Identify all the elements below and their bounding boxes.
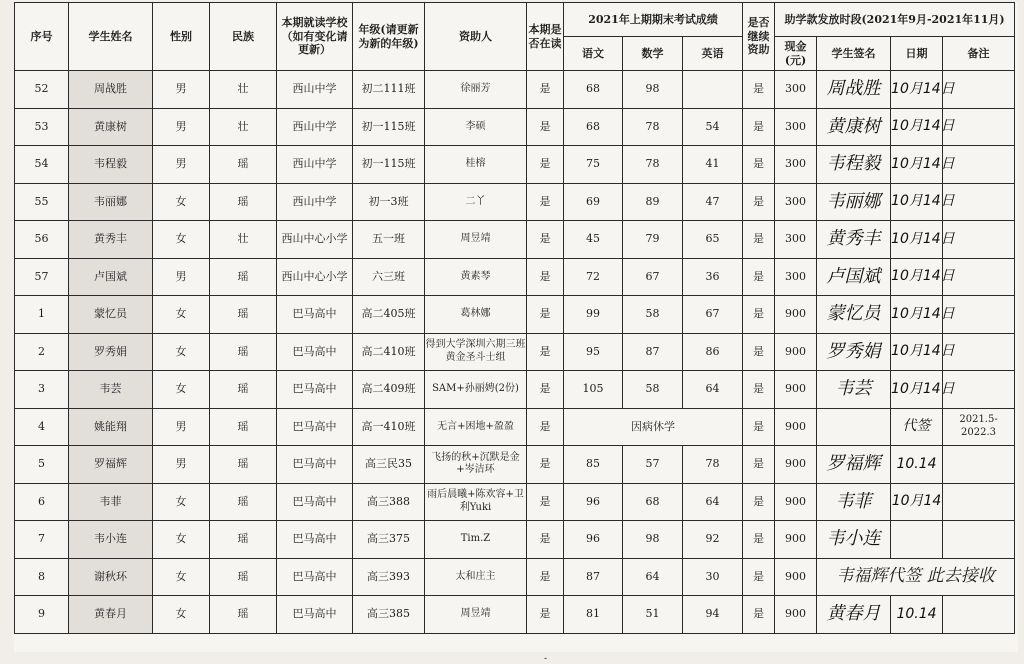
row-signature: 黄春月 <box>817 596 891 634</box>
row-exam-note: 因病休学 <box>564 408 743 446</box>
row-math: 78 <box>623 108 683 146</box>
row-gender: 男 <box>153 446 210 484</box>
row-english <box>683 71 743 109</box>
row-student-name: 韦程毅 <box>69 146 153 184</box>
row-chinese: 81 <box>564 596 623 634</box>
row-in-school: 是 <box>527 71 564 109</box>
row-student-name: 罗福辉 <box>69 446 153 484</box>
row-seq: 9 <box>15 596 69 634</box>
row-seq: 5 <box>15 446 69 484</box>
row-gender: 女 <box>153 333 210 371</box>
row-chinese: 69 <box>564 183 623 221</box>
row-seq: 53 <box>15 108 69 146</box>
table-row <box>15 221 1015 259</box>
header-payment-group: 助学款发放时段(2021年9月-2021年11月) <box>775 3 1015 37</box>
row-continue-aid: 是 <box>743 446 775 484</box>
header-seq: 序号 <box>15 3 69 71</box>
row-student-name: 周战胜 <box>69 71 153 109</box>
row-cash: 300 <box>775 108 817 146</box>
row-student-name: 黄春月 <box>69 596 153 634</box>
row-sponsor: SAM+孙丽娉(2份) <box>425 371 527 409</box>
row-in-school: 是 <box>527 558 564 596</box>
header-in-school: 本期是否在读 <box>527 3 564 71</box>
row-student-name: 韦小连 <box>69 521 153 559</box>
header-continue-aid: 是否继续资助 <box>743 3 775 71</box>
row-continue-aid: 是 <box>743 258 775 296</box>
row-student-name: 韦丽娜 <box>69 183 153 221</box>
row-date: 10月14日 <box>891 71 943 109</box>
row-continue-aid: 是 <box>743 371 775 409</box>
row-cash: 900 <box>775 446 817 484</box>
row-date: 10.14 <box>891 596 943 634</box>
row-school: 西山中学 <box>277 146 353 184</box>
row-math: 58 <box>623 371 683 409</box>
row-ethnicity: 瑶 <box>210 258 277 296</box>
row-student-name: 谢秋环 <box>69 558 153 596</box>
row-continue-aid: 是 <box>743 596 775 634</box>
row-chinese: 96 <box>564 483 623 521</box>
row-gender: 男 <box>153 258 210 296</box>
aid-table <box>14 2 1015 634</box>
row-signature: 罗秀娟 <box>817 333 891 371</box>
table-row <box>15 596 1015 634</box>
row-date: 10月14日 <box>891 258 943 296</box>
row-student-name: 黄秀丰 <box>69 221 153 259</box>
row-cash: 300 <box>775 183 817 221</box>
row-continue-aid: 是 <box>743 333 775 371</box>
table-row <box>15 371 1015 409</box>
row-sponsor: 桂榕 <box>425 146 527 184</box>
row-school: 西山中学 <box>277 183 353 221</box>
table-row <box>15 258 1015 296</box>
row-school: 西山中学 <box>277 108 353 146</box>
row-gender: 男 <box>153 408 210 446</box>
row-english: 65 <box>683 221 743 259</box>
row-school: 巴马高中 <box>277 521 353 559</box>
header-remarks: 备注 <box>943 37 1015 71</box>
row-in-school: 是 <box>527 108 564 146</box>
page-mark: - <box>544 654 548 664</box>
row-sponsor: 得到大学深圳六期三班黄金圣斗士组 <box>425 333 527 371</box>
row-student-name: 姚能翔 <box>69 408 153 446</box>
row-in-school: 是 <box>527 446 564 484</box>
row-chinese: 105 <box>564 371 623 409</box>
header-signature: 学生签名 <box>817 37 891 71</box>
row-remarks <box>943 446 1015 484</box>
row-grade: 高三388 <box>353 483 425 521</box>
row-ethnicity: 瑶 <box>210 446 277 484</box>
row-cash: 300 <box>775 221 817 259</box>
row-school: 巴马高中 <box>277 296 353 334</box>
row-school: 西山中心小学 <box>277 258 353 296</box>
row-chinese: 45 <box>564 221 623 259</box>
row-gender: 女 <box>153 558 210 596</box>
row-math: 58 <box>623 296 683 334</box>
row-cash: 300 <box>775 258 817 296</box>
row-school: 巴马高中 <box>277 558 353 596</box>
row-grade: 高三民35 <box>353 446 425 484</box>
row-ethnicity: 瑶 <box>210 521 277 559</box>
row-student-name: 韦菲 <box>69 483 153 521</box>
row-cash: 300 <box>775 71 817 109</box>
row-ethnicity: 瑶 <box>210 296 277 334</box>
row-student-name: 卢国斌 <box>69 258 153 296</box>
row-english: 30 <box>683 558 743 596</box>
row-chinese: 68 <box>564 71 623 109</box>
row-gender: 男 <box>153 146 210 184</box>
row-chinese: 96 <box>564 521 623 559</box>
row-signature <box>817 408 891 446</box>
row-seq: 1 <box>15 296 69 334</box>
row-grade: 初一115班 <box>353 108 425 146</box>
row-chinese: 99 <box>564 296 623 334</box>
row-continue-aid: 是 <box>743 108 775 146</box>
row-cash: 900 <box>775 408 817 446</box>
row-math: 51 <box>623 596 683 634</box>
row-signature: 韦菲 <box>817 483 891 521</box>
row-english: 36 <box>683 258 743 296</box>
row-in-school: 是 <box>527 483 564 521</box>
row-sponsor: 无言+困地+盈盈 <box>425 408 527 446</box>
row-english: 54 <box>683 108 743 146</box>
row-date: 10月14日 <box>891 221 943 259</box>
row-grade: 高三393 <box>353 558 425 596</box>
row-ethnicity: 瑶 <box>210 596 277 634</box>
row-signature: 韦程毅 <box>817 146 891 184</box>
row-school: 巴马高中 <box>277 371 353 409</box>
row-seq: 3 <box>15 371 69 409</box>
row-gender: 女 <box>153 371 210 409</box>
row-in-school: 是 <box>527 221 564 259</box>
row-ethnicity: 瑶 <box>210 371 277 409</box>
row-chinese: 95 <box>564 333 623 371</box>
row-sponsor: 周昱靖 <box>425 221 527 259</box>
header-date: 日期 <box>891 37 943 71</box>
row-grade: 高二409班 <box>353 371 425 409</box>
row-math: 79 <box>623 221 683 259</box>
row-student-name: 黄康树 <box>69 108 153 146</box>
row-seq: 8 <box>15 558 69 596</box>
row-date: 10月14日 <box>891 333 943 371</box>
row-signature: 黄秀丰 <box>817 221 891 259</box>
row-gender: 女 <box>153 521 210 559</box>
row-english: 47 <box>683 183 743 221</box>
row-signature: 韦小连 <box>817 521 891 559</box>
row-signature: 周战胜 <box>817 71 891 109</box>
table-row <box>15 408 1015 446</box>
row-math: 89 <box>623 183 683 221</box>
row-date: 10.14 <box>891 446 943 484</box>
row-remarks <box>943 521 1015 559</box>
row-continue-aid: 是 <box>743 483 775 521</box>
row-math: 98 <box>623 71 683 109</box>
row-sponsor: 葛林娜 <box>425 296 527 334</box>
header-ethnicity: 民族 <box>210 3 277 71</box>
row-seq: 2 <box>15 333 69 371</box>
row-chinese: 68 <box>564 108 623 146</box>
row-english: 94 <box>683 596 743 634</box>
row-ethnicity: 瑶 <box>210 408 277 446</box>
row-continue-aid: 是 <box>743 146 775 184</box>
table-row <box>15 146 1015 184</box>
table-row <box>15 71 1015 109</box>
row-sponsor: 李硕 <box>425 108 527 146</box>
row-continue-aid: 是 <box>743 521 775 559</box>
row-cash: 900 <box>775 558 817 596</box>
row-ethnicity: 瑶 <box>210 183 277 221</box>
row-school: 西山中学 <box>277 71 353 109</box>
row-in-school: 是 <box>527 183 564 221</box>
row-date: 10月14日 <box>891 183 943 221</box>
row-chinese: 75 <box>564 146 623 184</box>
row-in-school: 是 <box>527 296 564 334</box>
row-grade: 六三班 <box>353 258 425 296</box>
table-row <box>15 296 1015 334</box>
row-seq: 7 <box>15 521 69 559</box>
row-school: 西山中心小学 <box>277 221 353 259</box>
header-english: 英语 <box>683 37 743 71</box>
row-math: 78 <box>623 146 683 184</box>
row-ethnicity: 瑶 <box>210 333 277 371</box>
row-continue-aid: 是 <box>743 183 775 221</box>
row-school: 巴马高中 <box>277 333 353 371</box>
row-in-school: 是 <box>527 596 564 634</box>
row-sponsor: 飞扬的秋+沉默是金+岑洁环 <box>425 446 527 484</box>
row-remarks <box>943 596 1015 634</box>
row-date: 10月14 <box>891 483 943 521</box>
row-ethnicity: 瑶 <box>210 146 277 184</box>
row-date <box>891 521 943 559</box>
row-sponsor: 周昱靖 <box>425 596 527 634</box>
row-continue-aid: 是 <box>743 71 775 109</box>
row-sponsor: 二丫 <box>425 183 527 221</box>
row-math: 57 <box>623 446 683 484</box>
row-english: 41 <box>683 146 743 184</box>
document-sheet <box>14 2 1018 664</box>
row-continue-aid: 是 <box>743 221 775 259</box>
row-in-school: 是 <box>527 258 564 296</box>
row-seq: 55 <box>15 183 69 221</box>
row-date: 10月14日 <box>891 108 943 146</box>
row-gender: 男 <box>153 71 210 109</box>
row-continue-aid: 是 <box>743 408 775 446</box>
row-signature: 韦丽娜 <box>817 183 891 221</box>
row-chinese: 87 <box>564 558 623 596</box>
row-sponsor: 雨后晨曦+陈欢容+卫利Yuki <box>425 483 527 521</box>
row-continue-aid: 是 <box>743 296 775 334</box>
row-gender: 女 <box>153 221 210 259</box>
table-row <box>15 521 1015 559</box>
row-grade: 初一3班 <box>353 183 425 221</box>
row-student-name: 韦芸 <box>69 371 153 409</box>
header-math: 数学 <box>623 37 683 71</box>
row-in-school: 是 <box>527 146 564 184</box>
row-sponsor: 太和庄主 <box>425 558 527 596</box>
row-grade: 初二111班 <box>353 71 425 109</box>
row-signature: 罗福辉 <box>817 446 891 484</box>
header-sponsor: 资助人 <box>425 3 527 71</box>
row-seq: 56 <box>15 221 69 259</box>
header-exam-group: 2021年上期期末考试成绩 <box>564 3 743 37</box>
row-grade: 高二410班 <box>353 333 425 371</box>
row-cash: 300 <box>775 146 817 184</box>
row-gender: 女 <box>153 183 210 221</box>
header-gender: 性别 <box>153 3 210 71</box>
row-grade: 高二405班 <box>353 296 425 334</box>
row-school: 巴马高中 <box>277 446 353 484</box>
row-gender: 女 <box>153 483 210 521</box>
row-school: 巴马高中 <box>277 483 353 521</box>
row-cash: 900 <box>775 333 817 371</box>
row-in-school: 是 <box>527 371 564 409</box>
row-seq: 4 <box>15 408 69 446</box>
header-cash: 现金(元) <box>775 37 817 71</box>
row-in-school: 是 <box>527 521 564 559</box>
row-in-school: 是 <box>527 333 564 371</box>
row-seq: 6 <box>15 483 69 521</box>
row-math: 98 <box>623 521 683 559</box>
row-english: 78 <box>683 446 743 484</box>
row-gender: 女 <box>153 296 210 334</box>
header-chinese: 语文 <box>564 37 623 71</box>
row-grade: 五一班 <box>353 221 425 259</box>
row-cash: 900 <box>775 483 817 521</box>
row-math: 87 <box>623 333 683 371</box>
row-seq: 57 <box>15 258 69 296</box>
row-ethnicity: 壮 <box>210 108 277 146</box>
row-ethnicity: 瑶 <box>210 558 277 596</box>
row-signature: 蒙忆员 <box>817 296 891 334</box>
row-cash: 900 <box>775 521 817 559</box>
row-cash: 900 <box>775 371 817 409</box>
row-cash: 900 <box>775 296 817 334</box>
row-date: 10月14日 <box>891 371 943 409</box>
row-chinese: 72 <box>564 258 623 296</box>
row-signature: 黄康树 <box>817 108 891 146</box>
table-row <box>15 446 1015 484</box>
row-remarks <box>943 483 1015 521</box>
row-sponsor: 黄素琴 <box>425 258 527 296</box>
row-student-name: 蒙忆员 <box>69 296 153 334</box>
row-in-school: 是 <box>527 408 564 446</box>
row-ethnicity: 瑶 <box>210 483 277 521</box>
row-school: 巴马高中 <box>277 596 353 634</box>
row-english: 92 <box>683 521 743 559</box>
row-signature: 韦芸 <box>817 371 891 409</box>
row-date: 10月14日 <box>891 296 943 334</box>
row-math: 68 <box>623 483 683 521</box>
row-school: 巴马高中 <box>277 408 353 446</box>
table-row <box>15 558 1015 596</box>
table-row <box>15 108 1015 146</box>
row-span-signature: 韦福辉代签 此去接收 <box>817 558 1015 596</box>
row-seq: 54 <box>15 146 69 184</box>
row-gender: 男 <box>153 108 210 146</box>
row-gender: 女 <box>153 596 210 634</box>
table-row <box>15 333 1015 371</box>
row-grade: 高一410班 <box>353 408 425 446</box>
row-chinese: 85 <box>564 446 623 484</box>
row-continue-aid: 是 <box>743 558 775 596</box>
row-ethnicity: 壮 <box>210 221 277 259</box>
row-remarks: 2021.5-2022.3 <box>943 408 1015 446</box>
row-seq: 52 <box>15 71 69 109</box>
row-student-name: 罗秀娟 <box>69 333 153 371</box>
row-grade: 高三375 <box>353 521 425 559</box>
row-english: 67 <box>683 296 743 334</box>
row-date: 10月14日 <box>891 146 943 184</box>
row-math: 67 <box>623 258 683 296</box>
row-english: 64 <box>683 371 743 409</box>
table-body <box>15 71 1015 634</box>
row-signature: 卢国斌 <box>817 258 891 296</box>
row-sponsor: 徐丽芳 <box>425 71 527 109</box>
row-date: 代签 <box>891 408 943 446</box>
row-cash: 900 <box>775 596 817 634</box>
row-grade: 初一115班 <box>353 146 425 184</box>
table-row <box>15 183 1015 221</box>
row-ethnicity: 壮 <box>210 71 277 109</box>
table-row <box>15 483 1015 521</box>
row-sponsor: Tim.Z <box>425 521 527 559</box>
row-english: 86 <box>683 333 743 371</box>
row-grade: 高三385 <box>353 596 425 634</box>
row-english: 64 <box>683 483 743 521</box>
header-grade: 年级(请更新为新的年级) <box>353 3 425 71</box>
row-math: 64 <box>623 558 683 596</box>
header-school: 本期就读学校（如有变化请更新） <box>277 3 353 71</box>
header-student-name: 学生姓名 <box>69 3 153 71</box>
